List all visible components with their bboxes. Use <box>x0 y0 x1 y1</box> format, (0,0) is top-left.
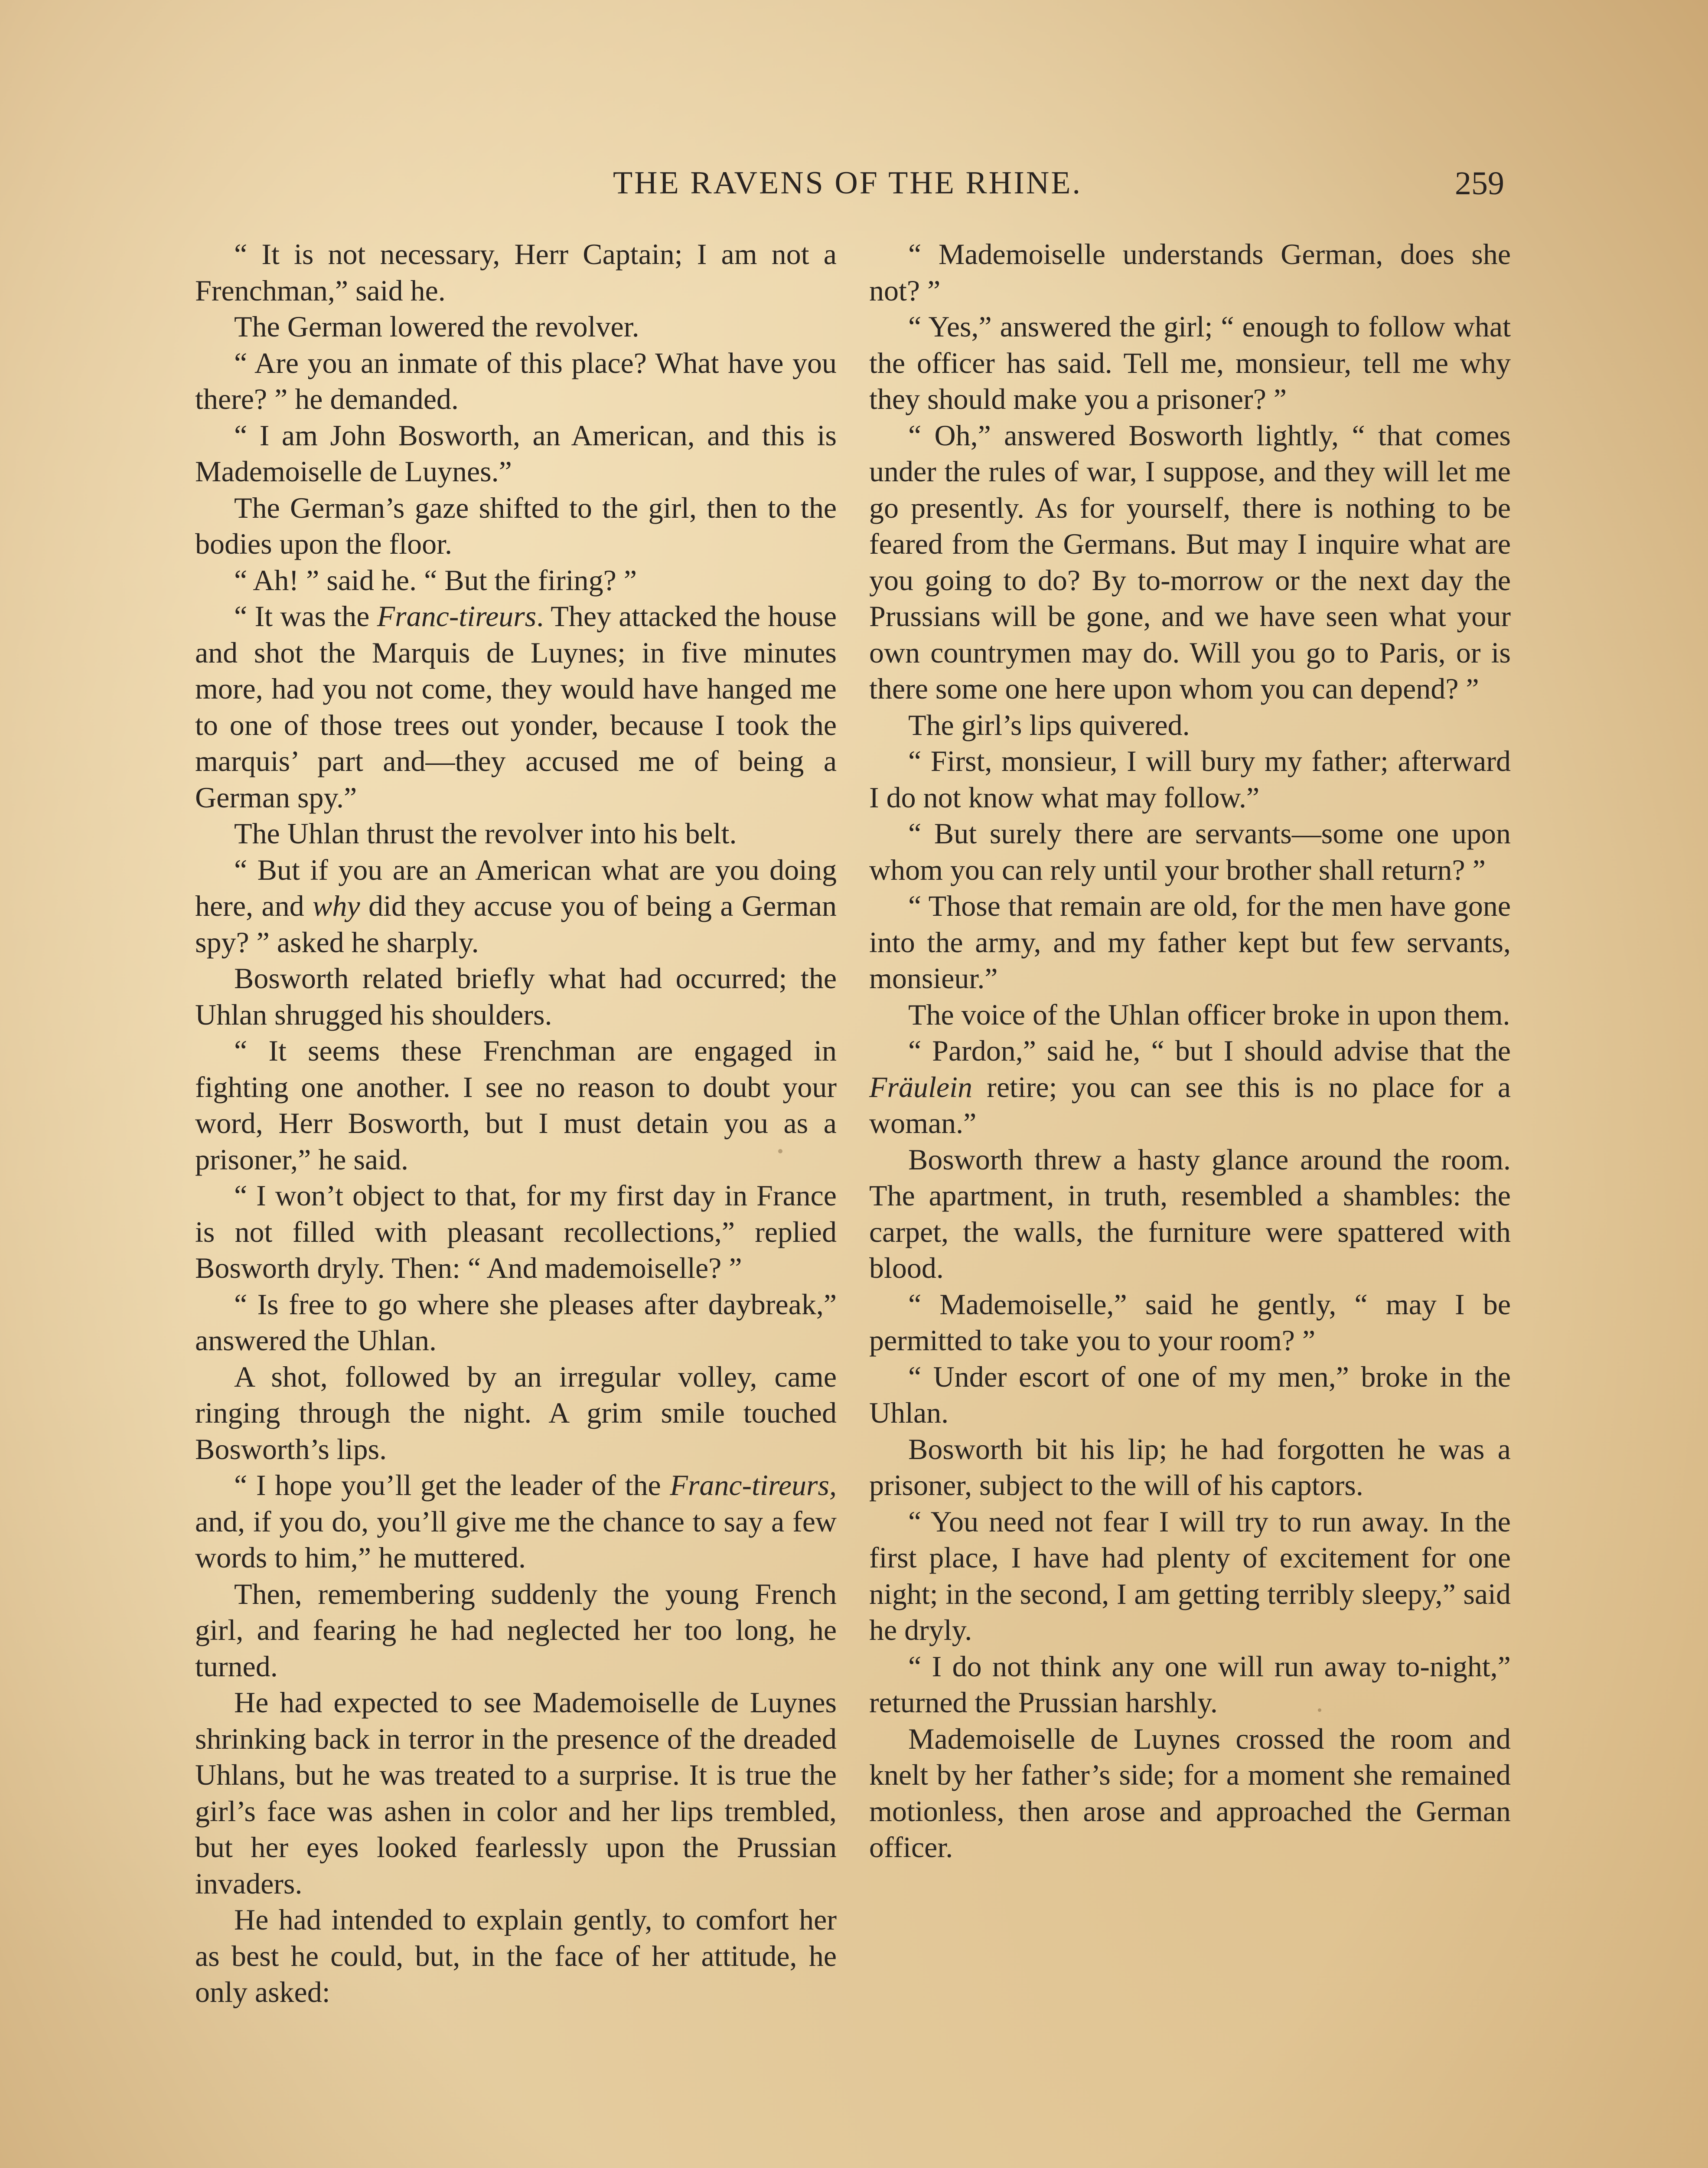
paragraph: “ You need not fear I will try to run away. In the first place, I have had plenty of excitement for one night; in the second, I am getting terribly sleepy,” said he dryly. <box>869 1505 1511 1646</box>
paragraph: Then, remembering suddenly the young French girl, and fearing he had neglected her too long, he turned. <box>195 1577 837 1683</box>
paragraph: The German lowered the revolver. <box>234 310 639 343</box>
paragraph-text: . They attacked the house and shot the Marquis de Luynes; in five minutes more, had you not come, they would have hanged me to one of those trees out yonder, because I took the marquis’ part and—they accused me of being a German spy.” <box>195 600 837 814</box>
paragraph: “ I do not think any one will run away to-night,” returned the Prussian harshly. <box>869 1649 1511 1719</box>
paragraph: Bosworth related briefly what had occurred; the Uhlan shrugged his shoulders. <box>195 962 837 1031</box>
paragraph: “ Under escort of one of my men,” broke in the Uhlan. <box>869 1360 1511 1429</box>
right-column <box>869 236 1511 1866</box>
paragraph: “ Are you an inmate of this place? What have you there? ” he demanded. <box>195 346 837 415</box>
page-header <box>191 165 1504 212</box>
paragraph: Bosworth bit his lip; he had forgotten he was a prisoner, subject to the will of his captors. <box>869 1432 1511 1502</box>
paragraph: The German’s gaze shifted to the girl, then to the bodies upon the floor. <box>195 491 837 560</box>
paragraph: “ Mademoiselle,” said he gently, “ may I be permitted to take you to your room? ” <box>869 1287 1511 1357</box>
paragraph: The Uhlan thrust the revolver into his belt. <box>234 817 737 850</box>
paragraph <box>195 1467 837 1576</box>
paragraph-text: did they accuse you of being a German spy? ” asked he sharply. <box>195 889 837 959</box>
paragraph: He had expected to see Mademoiselle de Luynes shrinking back in terror in the presence of the dreaded Uhlans, but he was treated to a surprise. It is true the girl’s face was ashen in color and her lips trembled, but her eyes looked fearlessly upon the Prussian invaders. <box>195 1686 837 1900</box>
paragraph-text: retire; you can see this is no place for a woman.” <box>869 1070 1511 1140</box>
paragraph: “ It is not necessary, Herr Captain; I am not a Frenchman,” said he. <box>195 238 837 307</box>
paragraph: Bosworth threw a hasty glance around the room. The apartment, in truth, resembled a shambles: the carpet, the walls, the furniture were spattered with blood. <box>869 1143 1511 1284</box>
italic-term: Franc-tireurs, <box>670 1469 837 1502</box>
paragraph: “ Those that remain are old, for the men have gone into the army, and my father kept but few servants, monsieur.” <box>869 889 1511 995</box>
left-column <box>195 236 837 2011</box>
paragraph-text: “ It was the <box>234 600 377 633</box>
paragraph: The voice of the Uhlan officer broke in upon them. <box>908 998 1510 1031</box>
paragraph-text: and, if you do, you’ll give me the chance to say a few words to him,” he muttered. <box>195 1505 837 1574</box>
paragraph: “ Oh,” answered Bosworth lightly, “ that comes under the rules of war, I suppose, and they will let me go presently. As for yourself, there is nothing to be feared from the Germans. But may I inquire what are you going to do? By to-morrow or the next day the Prussians will be gone, and we have seen what your own countrymen may do. Will you go to Paris, or is there some one here upon whom you can depend? ” <box>869 418 1511 705</box>
paragraph: He had intended to explain gently, to comfort her as best he could, but, in the face of her attitude, he only asked: <box>195 1903 837 2008</box>
paragraph: “ I am John Bosworth, an American, and this is Mademoiselle de Luynes.” <box>195 418 837 488</box>
paragraph: A shot, followed by an irregular volley, came ringing through the night. A grim smile touched Bosworth’s lips. <box>195 1360 837 1466</box>
paragraph-text: “ I hope you’ll get the leader of the <box>234 1469 670 1502</box>
paragraph <box>195 852 837 961</box>
paragraph: “ But surely there are servants—some one upon whom you can rely until your brother shall return? ” <box>869 817 1511 886</box>
paragraph-text: “ Pardon,” said he, “ but I should advise that the <box>908 1034 1511 1067</box>
page-number: 259 <box>1455 165 1504 202</box>
italic-term: Franc-tireurs <box>377 600 537 633</box>
paragraph-text: “ But if you are an American what are you doing here, and <box>195 853 837 922</box>
paragraph: Mademoiselle de Luynes crossed the room and knelt by her father’s side; for a moment she remained motionless, then arose and approached the German officer. <box>869 1722 1511 1864</box>
paragraph: “ Ah! ” said he. “ But the firing? ” <box>234 563 637 597</box>
paragraph: The girl’s lips quivered. <box>908 708 1190 741</box>
italic-term: why <box>313 889 360 922</box>
paragraph <box>195 598 837 816</box>
paragraph: “ Is free to go where she pleases after daybreak,” answered the Uhlan. <box>195 1287 837 1357</box>
paragraph: “ It seems these Frenchman are engaged in fighting one another. I see no reason to doubt your word, Herr Bosworth, but I must detain you as a prisoner,” he said. <box>195 1034 837 1176</box>
paragraph <box>869 1033 1511 1142</box>
paragraph: “ Yes,” answered the girl; “ enough to follow what the officer has said. Tell me, monsieur, tell me why they should make you a prisoner? ” <box>869 310 1511 415</box>
paragraph: “ First, monsieur, I will bury my father; afterward I do not know what may follow.” <box>869 744 1511 814</box>
paper-speck <box>778 1149 782 1153</box>
paragraph: “ I won’t object to that, for my first day in France is not filled with pleasant recollections,” replied Bosworth dryly. Then: “ And mademoiselle? ” <box>195 1179 837 1284</box>
running-title: THE RAVENS OF THE RHINE. <box>613 165 1082 201</box>
paper-speck <box>1318 1708 1321 1712</box>
paragraph: “ Mademoiselle understands German, does she not? ” <box>869 238 1511 307</box>
italic-term: Fräulein <box>869 1070 972 1104</box>
